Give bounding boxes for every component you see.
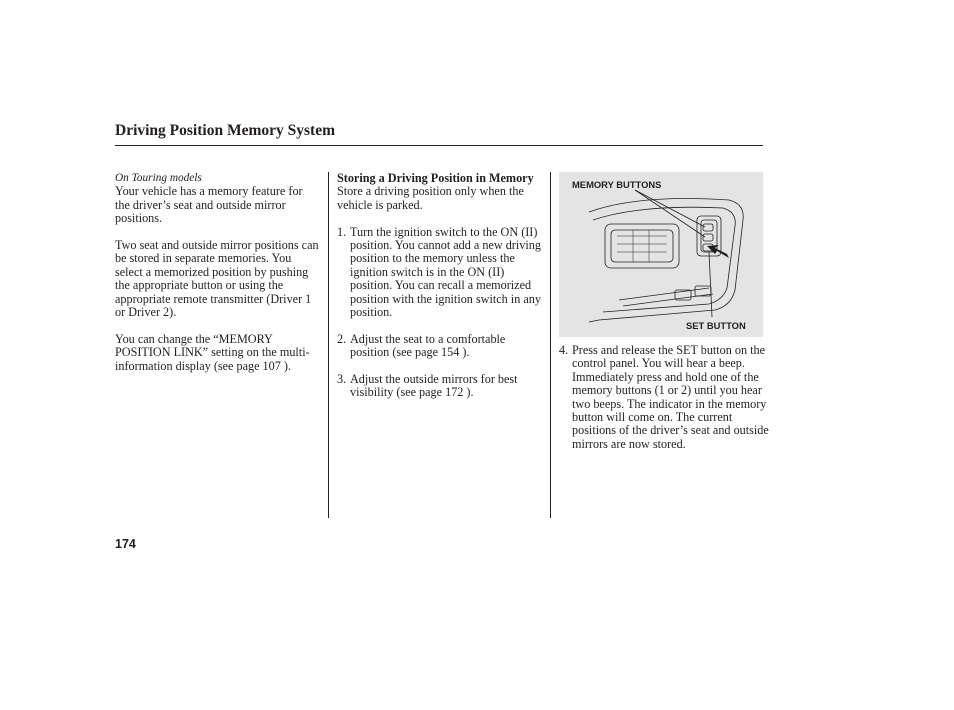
model-note: On Touring models: [115, 172, 202, 184]
set-button-label: SET BUTTON: [686, 320, 746, 331]
title-rule: [115, 145, 763, 146]
paragraph-3: You can change the “MEMORY POSITION LINK” setting on the multi-information display (see page 107 ).: [115, 331, 310, 373]
step-2: [337, 333, 545, 360]
column-divider-2: [550, 172, 551, 518]
page-number: 174: [115, 537, 136, 551]
step-3: [337, 373, 545, 400]
step-number: 4.: [559, 343, 569, 357]
memory-buttons-label: MEMORY BUTTONS: [572, 179, 662, 190]
column-1: [115, 172, 320, 373]
column-3: [559, 344, 769, 451]
page-title: Driving Position Memory System: [115, 122, 335, 139]
paragraph-2: Two seat and outside mirror positions can be stored in separate memories. You select a memorized position by pushing the appropriate button or using the appropriate remote transmitter (Driver 1 or Driver 2).: [115, 238, 319, 320]
step-text: Adjust the outside mirrors for best visibility (see page 172 ).: [350, 372, 518, 400]
step-text: Adjust the seat to a comfortable position (see page 154 ).: [350, 331, 506, 360]
step-1: [337, 226, 545, 320]
step-4: [559, 344, 769, 451]
paragraph-1: Your vehicle has a memory feature for the driver’s seat and outside mirror positions.: [115, 184, 303, 226]
step-number: 3.: [337, 372, 347, 387]
door-panel-illustration: [559, 172, 763, 337]
column-2: [337, 172, 545, 400]
step-text: Turn the ignition switch to the ON (II) position. You cannot add a new driving position to the memory unless the ignition switch is in the ON (II) position. You can recall a memorized position with the ignition switch in any position.: [350, 224, 541, 320]
step-text: Press and release the SET button on the control panel. You will hear a beep. Immediately press and hold one of the memory buttons (1 or 2) until you hear two beeps. The indicator in the memory button will come on. The current positions of the driver’s seat and outside mirrors are now stored.: [572, 343, 769, 451]
step-number: 2.: [337, 331, 347, 346]
section-heading: Storing a Driving Position in Memory: [337, 171, 534, 185]
step-number: 1.: [337, 224, 347, 239]
column-divider-1: [328, 172, 329, 518]
section-intro: Store a driving position only when the vehicle is parked.: [337, 184, 524, 212]
